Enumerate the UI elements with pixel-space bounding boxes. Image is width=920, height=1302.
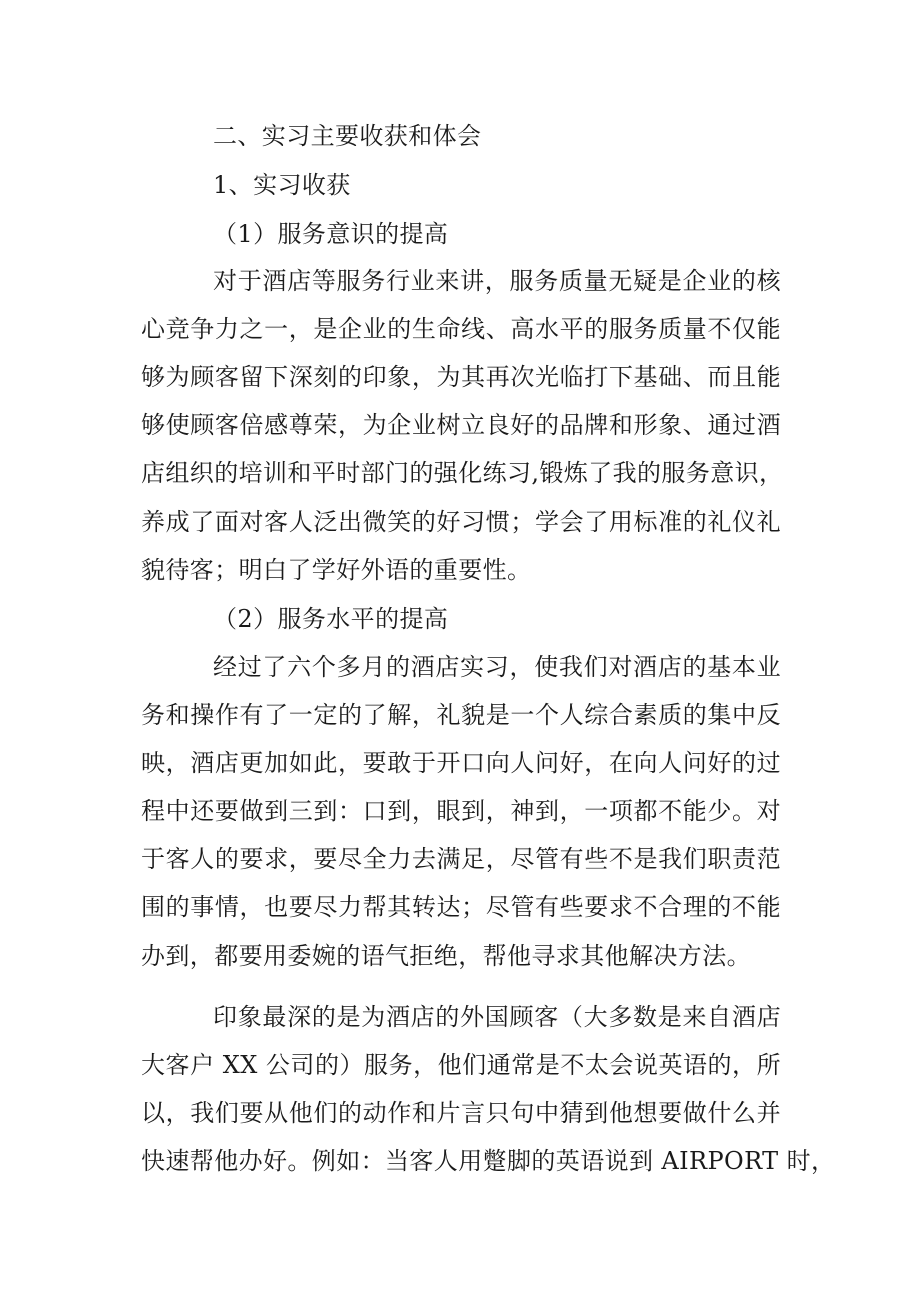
- para2-line: 办到，都要用委婉的语气拒绝，帮他寻求其他解决方法。: [141, 942, 751, 970]
- para2-line: 务和操作有了一定的了解，礼貌是一个人综合素质的集中反: [141, 701, 781, 729]
- para2-line: 围的事情，也要尽力帮其转达；尽管有些要求不合理的不能: [141, 893, 781, 921]
- para1-line: 够为顾客留下深刻的印象，为其再次光临打下基础、而且能: [141, 363, 781, 391]
- para2-line: 经过了六个多月的酒店实习，使我们对酒店的基本业: [213, 653, 781, 681]
- para1-line: 养成了面对客人泛出微笑的好习惯；学会了用标准的礼仪礼: [141, 508, 781, 536]
- para3-line: 印象最深的是为酒店的外国顾客（大多数是来自酒店: [213, 1003, 781, 1031]
- para1-line: 店组织的培训和平时部门的强化练习,锻炼了我的服务意识，: [141, 459, 784, 487]
- para2-line: 程中还要做到三到：口到，眼到，神到，一项都不能少。对: [141, 797, 781, 825]
- para3-line: 快速帮他办好。例如：当客人用蹩脚的英语说到 AIRPORT 时，: [141, 1147, 836, 1175]
- para1-line: 貌待客；明白了学好外语的重要性。: [141, 556, 532, 584]
- subsection-heading: 1、实习收获: [213, 171, 351, 199]
- para1-line: 心竞争力之一，是企业的生命线、高水平的服务质量不仅能: [141, 315, 781, 343]
- item1-heading: （1）服务意识的提高: [213, 220, 449, 248]
- para3-line: 以，我们要从他们的动作和片言只句中猜到他想要做什么并: [141, 1099, 781, 1127]
- para2-line: 于客人的要求，要尽全力去满足，尽管有些不是我们职责范: [141, 845, 781, 873]
- item2-heading: （2）服务水平的提高: [213, 605, 449, 633]
- para1-line: 够使顾客倍感尊荣，为企业树立良好的品牌和形象、通过酒: [141, 411, 781, 439]
- para3-line: 大客户 XX 公司的）服务，他们通常是不太会说英语的，所: [141, 1051, 781, 1079]
- para1-line: 对于酒店等服务行业来讲，服务质量无疑是企业的核: [213, 267, 781, 295]
- para2-line: 映，酒店更加如此，要敢于开口向人问好，在向人问好的过: [141, 749, 781, 777]
- section-heading: 二、实习主要收获和体会: [213, 122, 482, 150]
